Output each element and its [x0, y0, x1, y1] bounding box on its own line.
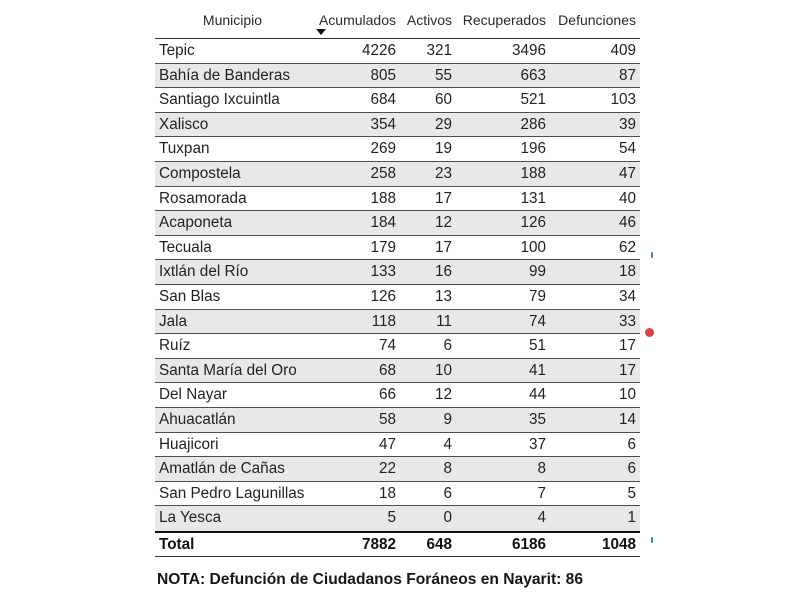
cell-activos: 29: [434, 115, 452, 133]
cell-acumulados: 805: [370, 66, 396, 84]
cell-acumulados: 258: [370, 164, 396, 182]
table-row: [155, 64, 640, 89]
cell-acumulados: 179: [370, 238, 396, 256]
cell-recuperados: 126: [520, 214, 546, 232]
footnote: NOTA: Defunción de Ciudadanos Foráneos en Nayarit: 86: [157, 571, 584, 588]
cell-municipio: Acaponeta: [159, 214, 233, 232]
cell-recuperados: 37: [528, 435, 546, 453]
cell-defunciones: 62: [618, 238, 636, 256]
column-header-recuperados[interactable]: Recuperados: [462, 12, 546, 28]
cell-acumulados: 4226: [361, 42, 396, 59]
cell-acumulados: 126: [370, 287, 396, 305]
cell-recuperados: 79: [528, 287, 546, 305]
cell-recuperados: 100: [520, 238, 546, 256]
cell-defunciones: 40: [618, 189, 636, 207]
cell-recuperados: 99: [528, 263, 546, 281]
cell-acumulados: 133: [370, 263, 396, 281]
cell-acumulados: 74: [378, 337, 396, 355]
cell-activos: 13: [434, 287, 452, 305]
table-row: [155, 310, 640, 335]
table-header: [155, 6, 640, 39]
data-table: [155, 6, 640, 557]
table-row: [155, 482, 640, 507]
cell-defunciones: 39: [618, 115, 636, 133]
red-dot-marker: [645, 328, 654, 337]
column-header-acumulados[interactable]: Acumulados: [318, 12, 396, 28]
cell-municipio: Jala: [159, 312, 188, 330]
cell-defunciones: 1: [627, 509, 636, 527]
cell-activos: 8: [443, 460, 452, 478]
cell-acumulados: 354: [370, 115, 396, 133]
cell-municipio: Ahuacatlán: [159, 410, 236, 428]
cell-defunciones: 6: [627, 435, 636, 453]
cell-recuperados: 4: [537, 509, 546, 527]
cell-acumulados: 58: [378, 410, 396, 428]
cell-defunciones: 5: [627, 484, 636, 502]
cell-municipio: Tuxpan: [159, 140, 210, 158]
cell-defunciones: 17: [618, 361, 636, 379]
table-row: [155, 236, 640, 261]
cell-municipio: San Blas: [159, 287, 221, 305]
table-row: [155, 383, 640, 408]
cell-municipio: Ruíz: [159, 337, 191, 355]
total-acumulados: 7882: [361, 535, 396, 553]
blue-tick-marker: [651, 252, 653, 258]
cell-defunciones: 17: [618, 337, 636, 355]
cell-municipio: Huajicori: [159, 435, 219, 453]
cell-activos: 17: [434, 189, 452, 207]
cell-recuperados: 35: [528, 410, 546, 428]
blue-tick-marker: [651, 537, 653, 543]
cell-activos: 6: [443, 484, 452, 502]
cell-activos: 9: [443, 410, 452, 428]
table-row: [155, 433, 640, 458]
cell-defunciones: 54: [618, 140, 636, 158]
table-row: [155, 137, 640, 162]
cell-activos: 0: [443, 509, 452, 527]
cell-recuperados: 663: [520, 66, 546, 84]
cell-activos: 12: [434, 214, 452, 232]
cell-municipio: Santa María del Oro: [159, 361, 297, 379]
cell-recuperados: 41: [528, 361, 546, 379]
cell-acumulados: 269: [370, 140, 396, 158]
table-row: [155, 260, 640, 285]
column-header-activos[interactable]: Activos: [406, 12, 452, 28]
cell-defunciones: 6: [627, 460, 636, 478]
cell-acumulados: 184: [370, 214, 396, 232]
cell-activos: 12: [434, 386, 452, 404]
cell-recuperados: 3496: [511, 42, 546, 59]
column-header-defunciones[interactable]: Defunciones: [558, 12, 636, 28]
cell-municipio: La Yesca: [159, 509, 222, 527]
sort-descending-icon: [316, 29, 326, 35]
cell-municipio: Xalisco: [159, 115, 209, 133]
cell-activos: 321: [426, 42, 452, 59]
table-row: [155, 187, 640, 212]
cell-municipio: Bahía de Banderas: [159, 66, 290, 84]
cell-recuperados: 286: [520, 115, 546, 133]
table-row: [155, 88, 640, 113]
table-row: [155, 506, 640, 531]
cell-defunciones: 14: [618, 410, 636, 428]
cell-defunciones: 409: [610, 42, 636, 59]
table-row: [155, 457, 640, 482]
table-row: [155, 285, 640, 310]
column-header-municipio[interactable]: Municipio: [202, 12, 263, 28]
table-row: [155, 334, 640, 359]
cell-recuperados: 74: [528, 312, 546, 330]
cell-acumulados: 18: [378, 484, 396, 502]
total-label: Total: [159, 535, 195, 553]
table-row: [155, 39, 640, 64]
cell-activos: 16: [434, 263, 452, 281]
cell-acumulados: 68: [378, 361, 396, 379]
table-row: [155, 162, 640, 187]
table-row: [155, 359, 640, 384]
cell-recuperados: 51: [528, 337, 546, 355]
table-row: [155, 211, 640, 236]
table-body: [155, 39, 640, 531]
cell-acumulados: 47: [378, 435, 396, 453]
cell-recuperados: 44: [528, 386, 546, 404]
cell-activos: 17: [434, 238, 452, 256]
cell-acumulados: 684: [370, 91, 396, 109]
cell-activos: 55: [434, 66, 452, 84]
cell-defunciones: 103: [610, 91, 636, 109]
table-row: [155, 113, 640, 138]
cell-recuperados: 7: [537, 484, 546, 502]
cell-activos: 60: [434, 91, 452, 109]
cell-defunciones: 10: [618, 386, 636, 404]
cell-acumulados: 5: [387, 509, 396, 527]
cell-recuperados: 8: [537, 460, 546, 478]
cell-acumulados: 66: [378, 386, 396, 404]
total-row: [155, 531, 640, 557]
table-row: [155, 408, 640, 433]
cell-activos: 4: [443, 435, 452, 453]
total-defunciones: 1048: [601, 535, 636, 553]
cell-defunciones: 87: [618, 66, 636, 84]
cell-municipio: Amatlán de Cañas: [159, 460, 285, 478]
cell-defunciones: 46: [618, 214, 636, 232]
cell-municipio: San Pedro Lagunillas: [159, 484, 305, 502]
cell-recuperados: 188: [520, 164, 546, 182]
cell-municipio: Compostela: [159, 164, 241, 182]
cell-acumulados: 118: [371, 312, 396, 330]
cell-municipio: Rosamorada: [159, 189, 247, 207]
cell-activos: 23: [434, 164, 452, 182]
cell-municipio: Santiago Ixcuintla: [159, 91, 280, 109]
cell-defunciones: 18: [618, 263, 636, 281]
cell-defunciones: 47: [618, 164, 636, 182]
total-activos: 648: [426, 535, 452, 553]
cell-recuperados: 521: [520, 91, 546, 109]
cell-recuperados: 131: [520, 189, 546, 207]
cell-activos: 6: [443, 337, 452, 355]
cell-acumulados: 188: [370, 189, 396, 207]
cell-defunciones: 33: [618, 312, 636, 330]
cell-recuperados: 196: [520, 140, 546, 158]
cell-acumulados: 22: [378, 460, 396, 478]
cell-activos: 19: [434, 140, 452, 158]
cell-activos: 11: [436, 312, 452, 330]
cell-defunciones: 34: [618, 287, 636, 305]
cell-municipio: Tepic: [159, 42, 195, 59]
cell-municipio: Tecuala: [159, 238, 212, 256]
total-recuperados: 6186: [511, 535, 546, 553]
cell-activos: 10: [434, 361, 452, 379]
cell-municipio: Ixtlán del Río: [159, 263, 249, 281]
cell-municipio: Del Nayar: [159, 386, 228, 404]
